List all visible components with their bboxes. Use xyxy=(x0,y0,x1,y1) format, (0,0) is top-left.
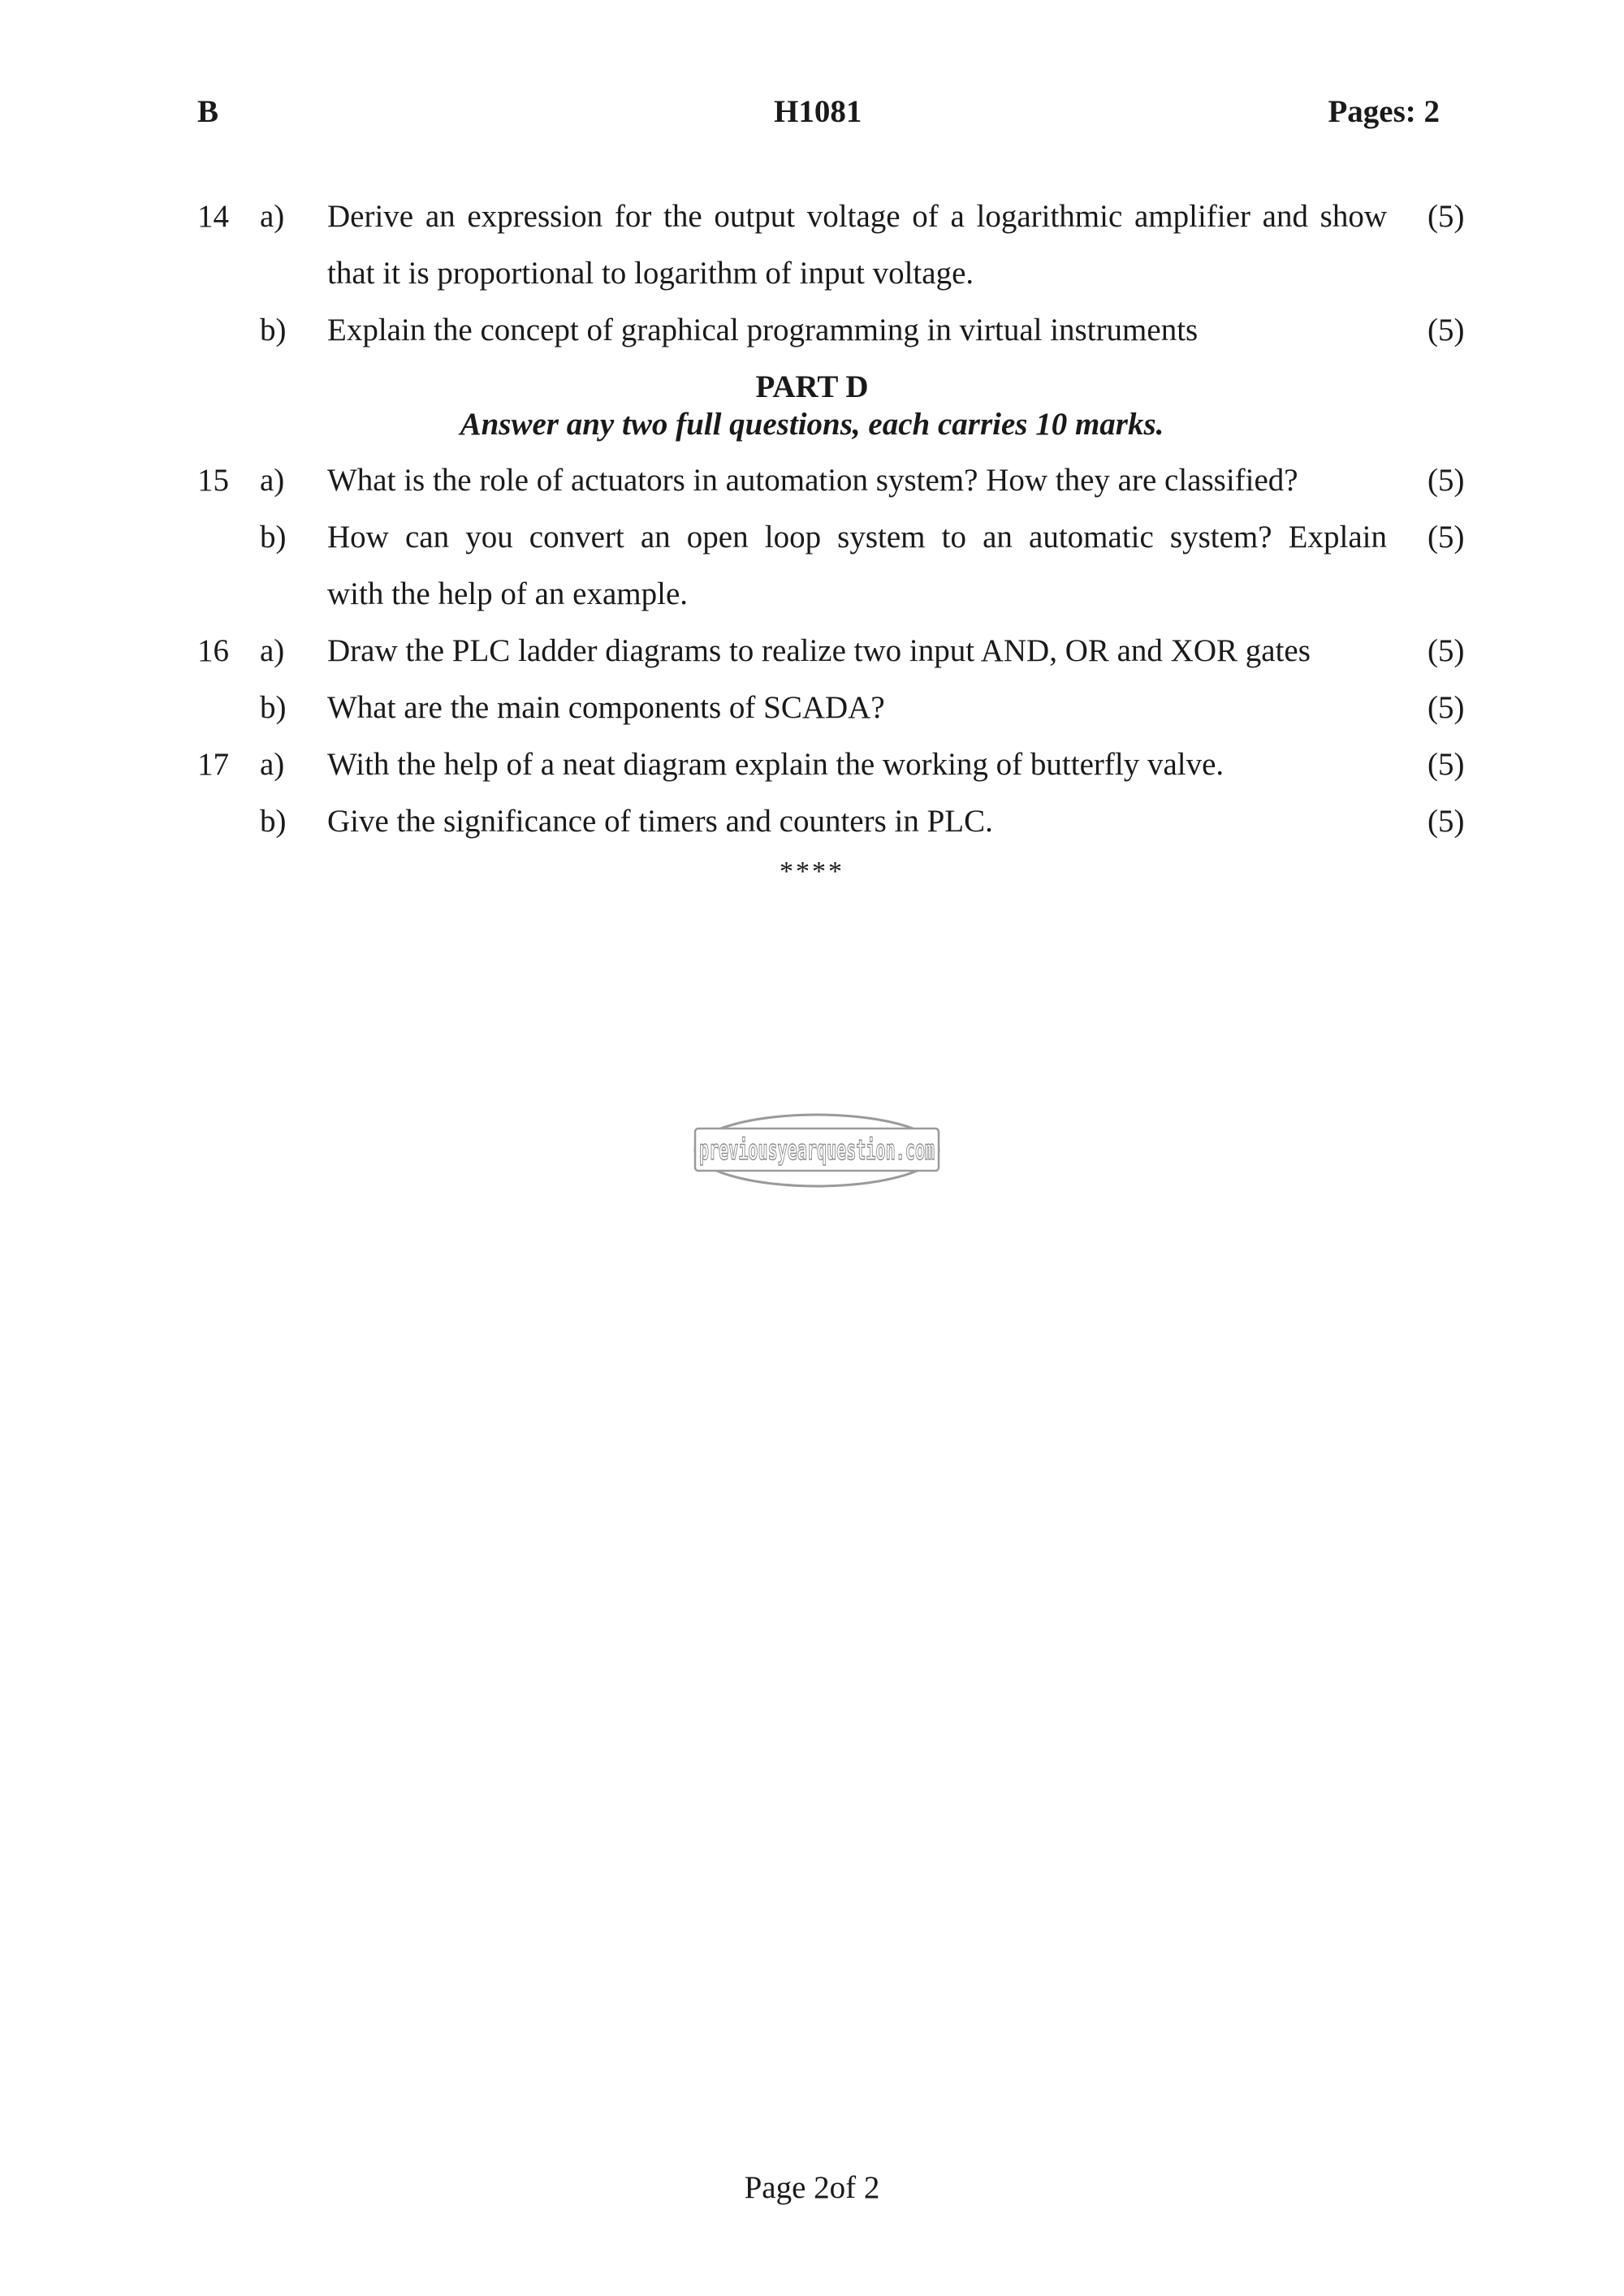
question-text-line: What is the role of actuators in automation system? How they are classified? xyxy=(327,463,1298,498)
end-of-paper-mark: **** xyxy=(780,857,844,887)
part-d-title: PART D xyxy=(755,369,869,404)
question-text-line: with the help of an example. xyxy=(327,576,689,611)
page-count: Pages: 2 xyxy=(1328,94,1440,129)
question-marks: (5) xyxy=(1427,747,1465,782)
question-marks: (5) xyxy=(1427,520,1465,555)
question-set-label: B xyxy=(197,94,219,129)
watermark-text: previousyearquestion.com xyxy=(699,1134,935,1167)
watermark-logo xyxy=(692,1111,942,1190)
question-text-line: What are the main components of SCADA? xyxy=(327,690,885,725)
question-sub-label: b) xyxy=(260,520,287,555)
question-number: 16 xyxy=(197,633,229,668)
question-sub-label: a) xyxy=(260,199,285,234)
question-text-line: Give the significance of timers and counters in PLC. xyxy=(327,804,993,839)
question-text-line: With the help of a neat diagram explain the working of butterfly valve. xyxy=(327,747,1224,782)
question-text-line: Explain the concept of graphical programming in virtual instruments xyxy=(327,313,1199,347)
question-marks: (5) xyxy=(1427,199,1465,234)
question-number: 15 xyxy=(197,463,229,498)
question-text-line: that it is proportional to logarithm of input voltage. xyxy=(327,256,974,291)
page-header xyxy=(197,93,1440,142)
question-marks: (5) xyxy=(1427,313,1465,347)
question-marks: (5) xyxy=(1427,804,1465,839)
question-text-line: How can you convert an open loop system to an automatic system? Explain xyxy=(327,520,1387,555)
question-sub-label: a) xyxy=(260,463,285,498)
question-marks: (5) xyxy=(1427,633,1465,668)
question-sub-label: a) xyxy=(260,747,285,782)
paper-code: H1081 xyxy=(774,94,862,129)
question-sub-label: b) xyxy=(260,804,287,839)
question-number: 17 xyxy=(197,747,229,782)
part-d-instruction: Answer any two full questions, each carries 10 marks. xyxy=(460,407,1164,442)
question-sub-label: b) xyxy=(260,313,287,347)
question-text-line: Draw the PLC ladder diagrams to realize two input AND, OR and XOR gates xyxy=(327,633,1311,668)
question-marks: (5) xyxy=(1427,463,1465,498)
question-sub-label: a) xyxy=(260,633,285,668)
question-marks: (5) xyxy=(1427,690,1465,725)
question-sub-label: b) xyxy=(260,690,287,725)
question-text-line: Derive an expression for the output voltage of a logarithmic amplifier and show xyxy=(327,199,1387,234)
question-number: 14 xyxy=(197,199,229,234)
page-footer: Page 2of 2 xyxy=(744,2170,880,2205)
